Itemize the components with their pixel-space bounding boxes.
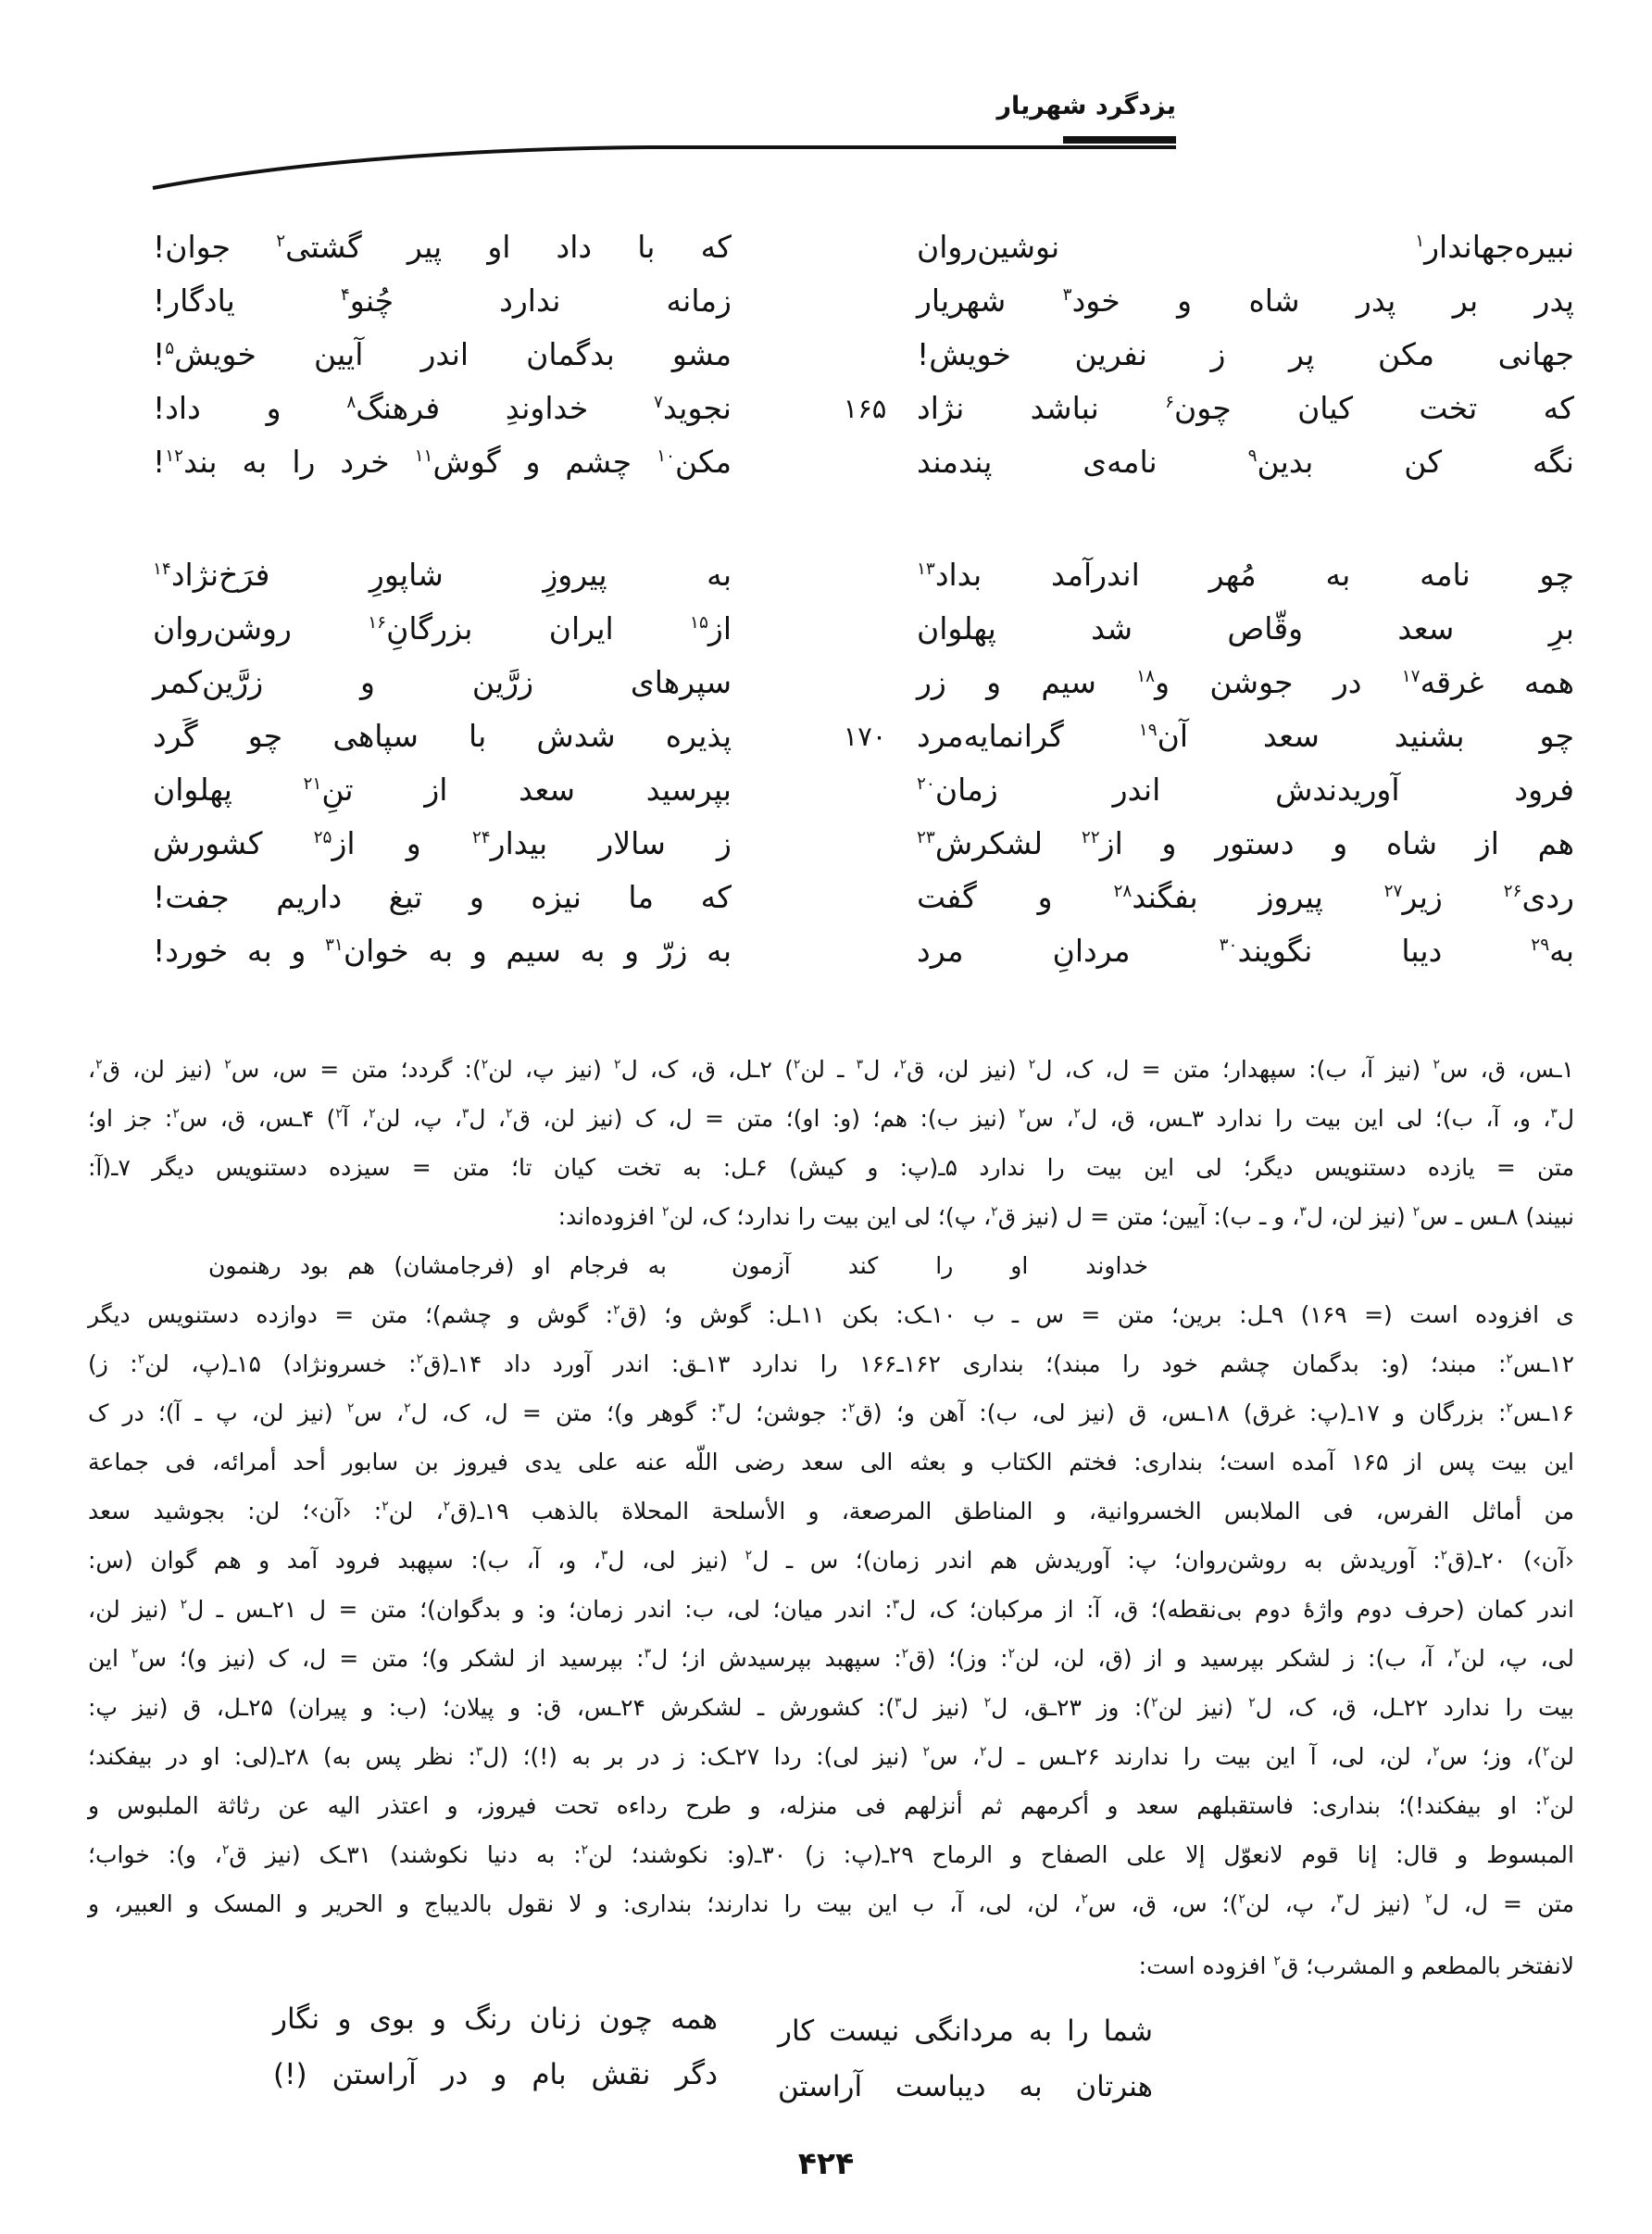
text-run: شهریار [917,282,1063,319]
footnote-ref: ۱۹ [1138,721,1158,740]
text-run: (نیز لن، ل [1306,1203,1413,1230]
text-run: ، و ـ ب): آیین؛ متن = ل (نیز ق [997,1203,1300,1230]
footnote-ref: ۲ [346,1400,355,1416]
footnote-ref: ۲ [404,1400,411,1416]
text-run: ، [88,1056,96,1083]
footnote-ref: ۲ [172,1106,180,1122]
apparatus-inserted-verse [88,1241,1574,1290]
text-run: : به دنیا نکوشند) ۳۱ـک (نیز ق [229,1841,582,1868]
verse-hemistich [153,602,732,656]
text-run: : ‹آن›؛ لن: بجوشید سعد [88,1498,382,1525]
verse-hemistich [153,763,732,817]
footnote-ref: ۲ [793,1057,801,1073]
text-run: چو بشنید سعد آن [1157,718,1574,754]
text-run: به [1549,933,1575,969]
verse-hemistich [153,274,732,328]
text-run: روشن‌روان [153,610,369,646]
footnote-ref: ۲ [1412,1204,1420,1220]
text-run: (نیز ل [901,1694,984,1721]
text-run: ، س [354,1399,405,1426]
footnote-ref: ۲ [1453,1646,1461,1662]
text-run: (نیز لن، پ ـ آ)؛ در ک [88,1399,347,1426]
footnote-ref: ۲ [922,1744,931,1760]
text-run: مردانِ مرد [917,933,1220,969]
text-run: : بزرگان و ۱۷ـ(پ: غرق) ۱۸ـس، ق (نیز لی، ب): آهن و؛ (ق [855,1399,1507,1426]
text-run: از [707,610,732,646]
text-run: لی، پ، لن [1460,1645,1574,1672]
text-run: متن = ل، ل [1432,1890,1574,1917]
apparatus-line [88,1830,1574,1879]
footnote-ref: ۳ [1299,1204,1307,1220]
text-run: : جوشن؛ ل [724,1399,848,1426]
text-run: پهلوان [153,772,304,808]
footnote-ref: ۱۳ [917,559,935,579]
text-run: ، و): خواب؛ [88,1841,222,1868]
verse-hemistich [917,220,1574,274]
footnote-ref: ۳ [600,1548,608,1563]
text-run: ، پ، لن [1245,1890,1337,1917]
footnote-ref: ۱۰ [657,446,675,466]
text-run: یادگار! [153,282,341,319]
apparatus-line [88,1732,1574,1781]
verse-hemistich [917,763,1574,817]
text-run: من أماثل الفرس، فی الملابس الخسروانیة، و المناطق المرصعة، و الأسلحة المحلاة بالذهب ۱۹ـ(ق [450,1498,1574,1525]
verse-hemistich [917,435,1574,489]
footnote-ref: ۳ [475,1744,483,1760]
text-run: ) ۲ـل، ق، ک، ل [620,1056,794,1083]
text-run: ، س [930,1743,980,1770]
footnote-ref: ۴ [340,285,350,305]
footnote-ref: ۲ [443,1499,451,1514]
footnote-ref: ۹ [1247,446,1258,466]
text-run: : آوریدش به روشن‌روان؛ پ: آوریدش هم اندر زمان)؛ س ـ ل [752,1547,1441,1574]
verse-column-right-stanza2 [917,548,1574,978]
footnote-ref: ۲۵ [313,828,332,847]
text-run: ، آ [342,1105,369,1132]
text-run: دگر نقش بام و در آراستن (!) [273,2058,718,2091]
text-run: ، لن، لی، آ، ب این بیت را ندارند؛ بنداری: و لا نقول بالدیباج و الحریر و المسک و العبیر، و [88,1890,1082,1917]
footnote-ref: ۲ [1007,1646,1016,1662]
footnote-ref: ۲ [1248,1695,1256,1711]
footnote-ref: ۱۷ [1401,667,1420,686]
text-run: ! [153,444,166,480]
text-run: زمانه ندارد چُنو [349,282,732,319]
text-run: افزوده است: [1138,1952,1274,1979]
text-run: ، لن [388,1498,444,1525]
text-run: زیر [1402,879,1504,915]
footnote-ref: ۲ [1151,1695,1158,1711]
text-run: مکن [674,444,732,480]
text-run: لانفتخر بالمطعم و المشرب؛ ق [1280,1952,1574,1979]
text-run: ل [1557,1105,1575,1132]
footnote-ref: ۱۸ [1136,667,1156,686]
verse-column-left-stanza2 [153,548,732,978]
footnote-ref: ۷ [654,393,663,412]
footnote-ref: ۲ [416,1351,424,1367]
verse-hemistich [153,709,732,763]
apparatus-line [88,1143,1574,1192]
text-run: (نیز پ، لن [488,1056,615,1083]
text-run: ! [153,336,166,372]
footnote-ref: ۲ [1425,1891,1433,1907]
footnote-ref: ۱ [1415,232,1425,251]
text-run: نبیره‌جهاندار [1424,229,1574,265]
text-run: جوان! [153,229,277,265]
verse-column-right-stanza1 [917,220,1574,489]
text-run: بیت را ندارد ۲۲ـل، ق، ک، ل [1255,1694,1574,1721]
text-run: نگه کن بدین [1257,444,1574,480]
footnote-ref: ۳ [1336,1891,1344,1907]
footnote-ref: ۲۷ [1383,882,1403,901]
text-run: (نیز لن، [88,1596,181,1623]
verse-hemistich [778,2003,1153,2059]
apparatus-line [88,1941,1574,1990]
text-run: (نیز لن، ق [907,1056,1029,1083]
text-run: این [88,1645,131,1672]
text-run: پیروز بفگند [1132,879,1384,915]
footnote-ref: ۲ [613,1302,620,1318]
footnote-ref: ۲۳ [917,828,935,847]
text-run: هم از شاه و دستور و از [1099,825,1574,861]
text-run: کشورش [153,825,314,861]
text-run: (نیز آ، ب): سپهدار؛ متن = ل، ک، ل [1035,1056,1433,1083]
text-run: نجوید [662,390,732,426]
text-run: که تخت کیان چون [1174,390,1575,426]
text-run: و از [332,825,472,861]
footnote-ref: ۳ [892,1597,900,1613]
footnote-ref: ۱۶ [368,613,387,633]
verse-hemistich [153,656,732,709]
verse-hemistich [153,548,732,602]
inserted-verse-hemistich-right [732,1241,1148,1290]
text-run: (نیز ل [1343,1890,1426,1917]
text-run: سیم و زر [917,664,1137,700]
footnote-ref: ۲ [224,1057,232,1073]
footnote-ref: ۲ [901,1646,909,1662]
footnote-ref: ۲ [276,232,286,251]
footnote-ref: ۳ [1062,285,1072,305]
apparatus-line [88,1339,1574,1388]
footnote-ref: ۳ [894,1695,902,1711]
page-header-title: یزدگرد شهریار [996,92,1176,120]
footnote-ref: ۲ [131,1646,139,1662]
apparatus-line [88,1192,1574,1241]
footnote-ref: ۱۵ [690,613,708,633]
text-run: سپرهای زرَّین و زرَّین‌کمر [153,664,732,700]
apparatus-line [88,1781,1574,1830]
apparatus-line [88,1437,1574,1487]
footnote-ref: ۲ [581,1842,589,1858]
text-run: فرود آوریدندش اندر زمان [934,772,1574,808]
text-run: ): وز ۲۳ـق، ل [991,1694,1152,1721]
verse-number-badge: ۱۶۵ [843,393,887,424]
footnote-ref: ۱۲ [165,446,184,466]
footnote-ref: ۲ [137,1351,145,1367]
footnote-ref: ۲ [1018,1106,1026,1122]
footnote-ref: ۲۱ [303,774,322,794]
footnote-ref: ۲ [382,1499,389,1514]
text-run: هنرتان به دیباست آراستن [778,2070,1153,2103]
text-run: ز سالار بیدار [490,825,732,861]
text-run: ، س [1025,1105,1074,1132]
footnote-ref: ۲ [1433,1057,1440,1073]
text-run: برِ سعد وقّاص شد پهلوان [917,610,1574,646]
verse-hemistich [917,817,1574,871]
text-run: )، وز؛ س [1439,1743,1543,1770]
footnote-ref: ۲ [221,1842,230,1858]
apparatus-line [88,1388,1574,1437]
inserted-verse-hemistich-left [208,1241,667,1290]
footnote-ref: ۳ [718,1400,725,1416]
text-run: ): کشورش ـ لشکرش ۲۴ـس، ق: و پیلان؛ (ب: و پیران) ۲۵ـل، ق (نیز پ: [88,1694,895,1721]
verse-hemistich [778,2059,1153,2115]
text-run: جهانی مکن پر ز نفرین خویش! [917,336,1574,372]
text-run: نباشد نژاد [917,390,1166,426]
footnote-ref: ۲ [1440,1548,1448,1563]
text-run: ، ل [469,1105,506,1132]
text-run: ۱۲ـس [1512,1350,1575,1377]
text-run: لشکرش [934,825,1082,861]
text-run: ‹آن›) ۲۰ـ(ق [1447,1547,1574,1574]
footnote-ref: ۲ [180,1597,188,1613]
footnote-ref: ۲ [505,1106,513,1122]
text-run: نامه‌ی پندمند [917,444,1248,480]
footnote-ref: ۲ [1238,1891,1245,1907]
text-run: ردی [1521,879,1574,915]
verse-hemistich [153,382,732,435]
text-run: خرد را به بند [183,444,415,480]
text-run: و به خورد! [153,933,325,969]
text-run: : گوهر و)؛ متن = ل، ک، ل [410,1399,719,1426]
apparatus-line [88,1290,1574,1339]
footnote-ref: ۲ [899,1057,907,1073]
text-run: (نیز لی): ردا ۲۷ـک: ز در بر به (!)؛ (ل [482,1743,923,1770]
footnote-ref: ۲ [335,1106,343,1122]
text-run: لن [1549,1743,1574,1770]
text-run: ی افزوده است (= ۱۶۹) ۹ـل: برین؛ متن = س ـ ب ۱۰ـک: بکن ۱۱ـل: گوش و؛ (ق [620,1301,1574,1328]
text-run: همه غرقه [1420,664,1574,700]
footnote-ref: ۶ [1165,393,1175,412]
footnote-ref: ۲ [481,1057,489,1073]
text-run: (نیز لن [1158,1694,1249,1721]
text-run: لن [1549,1792,1574,1819]
text-run: متن = یازده دستنویس دیگر؛ لی این بیت را ندارد ۵ـ(پ: و کیش) ۶ـل: به تخت کیان تا؛ متن = سیزده دستنویس دیگر ۷ـ(آ: [88,1154,1574,1181]
footnote-ref: ۳۰ [1219,935,1238,955]
text-run: شما را به مردانگی نیست کار [778,2014,1153,2048]
text-run: المبسوط و قال: إنا قوم لانعوّل إلا علی الصفاح و الرماح ۲۹ـ(پ: ز) ۳۰ـ(و: نکوشند؛ لن [588,1841,1574,1868]
text-run: : او بیفکند!)؛ بنداری: فاستقبلهم سعد و أکرمهم ثم أنزلهم فی منزله، و طرح رداءه تحت فیروز، و اعتذر الیه عن رثاثة الملبوس و [88,1792,1543,1819]
footnote-ref: ۱۱ [414,446,433,466]
apparatus-line [88,1879,1574,1928]
text-run: افزوده‌اند: [557,1203,663,1230]
footnote-ref: ۱۴ [153,559,171,579]
text-run: ) ۴ـس، ق، س [179,1105,336,1132]
verse-column-left-stanza1 [153,220,732,489]
footnote-ref: ۲ [745,1548,753,1563]
text-run: ۱۶ـس [1512,1399,1575,1426]
text-run: : سپهبد بپرسیدش از؛ ل [651,1645,902,1672]
text-run: ، پ، لن [375,1105,462,1132]
text-run: : گوش و چشم)؛ متن = دوازده دستنویس دیگر [88,1301,614,1328]
verse-hemistich [153,435,732,489]
footnote-ref: ۲۴ [471,828,491,847]
text-run: ، پ)؛ لی این بیت را ندارد؛ ک، لن [669,1203,992,1230]
apparatus-line [88,1094,1574,1143]
footnote-ref: ۳۱ [325,935,344,955]
footnote-ref: ۲ [662,1204,670,1220]
text-run: که با داد او پیر گشتی [285,229,732,265]
footnote-ref: ۲۶ [1503,882,1522,901]
verse-hemistich [917,548,1574,602]
text-run: چشم و گوش [432,444,657,480]
footnote-ref: ۲ [1073,1106,1081,1122]
page-number: ۴۲۴ [797,2145,855,2181]
text-run: در جوشن و [1155,664,1402,700]
text-run: خداوندِ فرهنگ [356,390,655,426]
verse-hemistich [153,328,732,382]
footnote-ref: ۲ [95,1057,103,1073]
header-rule [0,0,1652,241]
critical-apparatus [88,1045,1574,1990]
text-run: چو نامه به مُهر اندرآمد بداد [934,557,1574,593]
verse-hemistich [917,656,1574,709]
text-run: : اندر میان؛ لی، ب: اندر زمان؛ و: و بدگوان)؛ متن = ل ۲۱ـس ـ ل [187,1596,893,1623]
verse-hemistich [917,709,1574,763]
footnote-ref: ۲ [369,1106,376,1122]
footnote-ref: ۲۰ [917,774,935,794]
text-run: : وز)؛ (ق [908,1645,1008,1672]
text-run: به پیروزِ شاپورِ فرَخ‌نژاد [170,557,732,593]
text-run: ، و، آ، ب): سپهبد فرود آمد و هم گوان (س: [88,1547,601,1574]
text-run: و گفت [917,879,1114,915]
verse-hemistich [153,871,732,924]
text-run: : خسرونژاد) ۱۵ـ(پ، لن [144,1350,417,1377]
apparatus-line [88,1585,1574,1634]
text-run: مشو بدگمان اندر آیین خویش [174,336,732,372]
apparatus-line [88,1045,1574,1094]
text-run: ، و، آ، ب)؛ لی این بیت را ندارد ۳ـس، ق، ل [1080,1105,1551,1132]
text-run: (نیز ب): هم؛ (و: او)؛ متن = ل، ک (نیز لن، ق [512,1105,1019,1132]
addendum-verse-column-right [778,2003,1153,2115]
text-run: : جز او؛ [88,1105,173,1132]
verse-hemistich [917,274,1574,328]
text-run: به فرجام او (فرجامشان) هم بود رهنمون [208,1252,667,1279]
verse-hemistich [917,924,1574,978]
verse-hemistich [917,871,1574,924]
apparatus-line [88,1634,1574,1683]
text-run: )؛ س، ق، س [1088,1890,1239,1917]
text-run: همه چون زنان رنگ و بوی و نگار [273,2002,718,2036]
text-run: ۱ـس، ق، س [1439,1056,1574,1083]
footnote-ref: ۳ [1550,1106,1558,1122]
text-run: که ما نیزه و تیغ داریم جفت! [153,879,732,915]
text-run: : بپرسید از لشکر و)؛ متن = ل، ک (نیز و)؛ س [138,1645,645,1672]
text-run: نوشین‌روان [917,229,1416,265]
footnote-ref: ۲ [983,1695,992,1711]
text-run: ): گردد؛ متن = س، س [231,1056,482,1083]
verse-hemistich [273,2047,718,2102]
footnote-ref: ۲ [980,1744,987,1760]
text-run: گرانمایه‌مرد [917,718,1139,754]
text-run: خداوند او را کند آزمون [732,1252,1148,1279]
verse-hemistich [917,602,1574,656]
text-run: ، لن، لی، آ این بیت را ندارند ۲۶ـس ـ ل [986,1743,1433,1770]
apparatus-line [88,1487,1574,1536]
footnote-ref: ۲ [1433,1744,1440,1760]
text-run: نبیند) ۸ـس ـ س [1420,1203,1574,1230]
footnote-ref: ۲ [1506,1351,1513,1367]
footnote-ref: ۲۲ [1081,828,1100,847]
text-run: دیبا نگویند [1237,933,1532,969]
footnote-ref: ۳ [856,1057,864,1073]
verse-hemistich [917,382,1574,435]
footnote-ref: ۳ [461,1106,469,1122]
verse-hemistich [153,817,732,871]
addendum-verse-column-left [273,1991,718,2102]
footnote-ref: ۲ [1542,1793,1550,1809]
footnote-ref: ۵ [165,339,175,358]
text-run: ، ل [863,1056,900,1083]
footnote-ref: ۲ [848,1400,856,1416]
text-run: : نظر پس به) ۲۸ـ(لی: او در بیفکند؛ [88,1743,476,1770]
footnote-ref: ۲ [1506,1400,1513,1416]
verse-hemistich [917,328,1574,382]
apparatus-line [88,1536,1574,1585]
text-run: و داد! [153,390,347,426]
text-run: : ز) [88,1350,138,1377]
verse-number-badge: ۱۷۰ [843,721,887,752]
text-run: ـ لن [800,1056,857,1083]
text-run: : مبند؛ (و: بدگمان چشم خود را مبند)؛ بنداری ۱۶۲ـ۱۶۶ را ندارد ۱۳ـق: اندر آورد داد ۱۴ـ(ق [423,1350,1507,1377]
footnote-ref: ۲ [1081,1891,1089,1907]
text-run: پدر بر پدر شاه و خود [1071,282,1574,319]
footnote-ref: ۲۹ [1531,935,1550,955]
footnote-ref: ۸ [346,393,357,412]
footnote-ref: ۲ [1273,1953,1281,1969]
footnote-ref: ۳ [644,1646,652,1662]
text-run: پذیره شدش با سپاهی چو گَرد [153,718,732,754]
text-run: ایران بزرگانِ [386,610,691,646]
text-run: (نیز لی، ل [607,1547,745,1574]
text-run: (نیز لن، ق [102,1056,225,1083]
footnote-ref: ۲ [1028,1057,1036,1073]
footnote-ref: ۲۸ [1113,882,1133,901]
verse-hemistich [153,924,732,978]
text-run: این بیت پس از ۱۶۵ آمده است؛ بنداری: فختم الکتاب و بعثه الی سعد رضی اللّه عنه علی یدی فیروز بن سابور أحد أمرائه، فی جماعة [88,1449,1575,1475]
footnote-ref: ۲ [991,1204,998,1220]
verse-hemistich [273,1991,718,2047]
footnote-ref: ۲ [1542,1744,1550,1760]
verse-hemistich [153,220,732,274]
text-run: ، آ، ب): ز لشکر بپرسید و از (ق، لن، لن [1015,1645,1454,1672]
text-run: بپرسید سعد از تنِ [321,772,732,808]
text-run: اندر کمان (حرف دوم واژهٔ دوم بی‌نقطه)؛ ق، آ: از مرکبان؛ ک، ل [899,1596,1574,1623]
footnote-ref: ۲ [614,1057,621,1073]
text-run: به زرّ و به سیم و به خوان [343,933,732,969]
apparatus-line [88,1683,1574,1732]
